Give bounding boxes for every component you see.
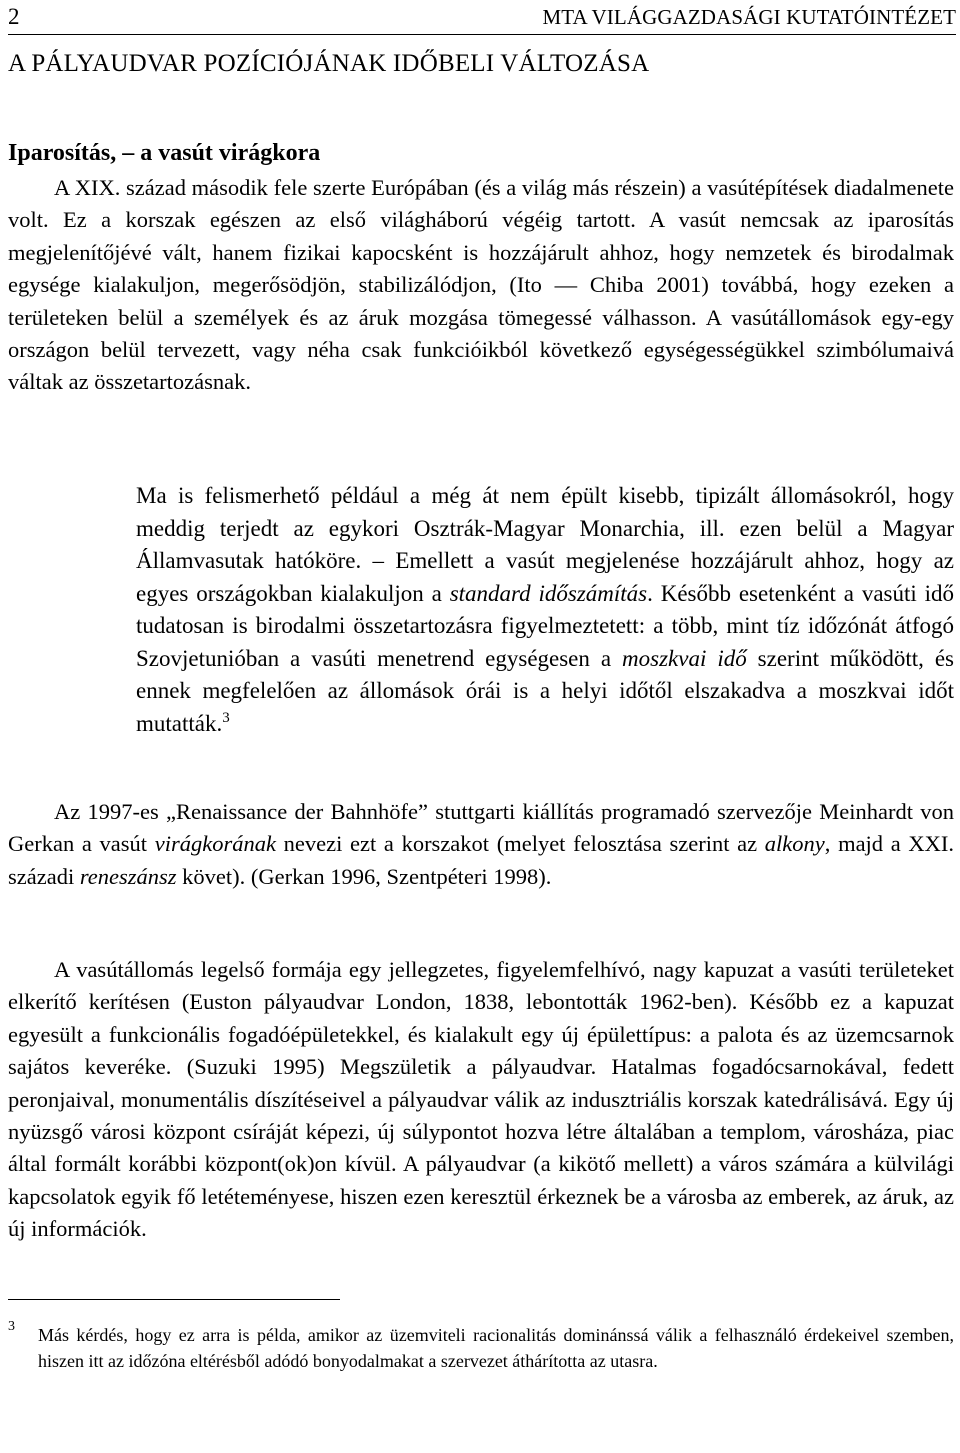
p2-italic-3: reneszánsz	[79, 863, 177, 889]
quote-italic-1: standard időszámítás	[449, 580, 648, 606]
footnote-number: 3	[8, 1319, 15, 1334]
footnote-text: Más kérdés, hogy ez arra is példa, amikor az üzemviteli racionalitás dominánssá válik a felhasználó érdekeivel szemben, hiszen itt az időzóna eltérésből adódó bonyodalmakat a szervezet áthárította az utasra.	[38, 1325, 954, 1371]
footnote-divider	[8, 1299, 340, 1300]
quote-text-1: Ma is felismerhető például a még át nem épült kisebb, tipizált állomásokról, hogy meddig terjedt az egykori Osztrák-Magyar Monarchia, ill. ezen belül a Magyar Államvasutak hatóköre. – Emellett a vasút megjelenése hozzájárult ahhoz, hogy az egyes országokban kialakuljon a	[136, 483, 954, 606]
p2-text-4: követ). (Gerkan 1996, Szentpéteri 1998).	[176, 863, 552, 889]
footnote	[8, 1319, 954, 1374]
page-header	[8, 0, 956, 35]
p2-text-1: Az 1997-es „Renaissance der Bahnhöfe” stuttgarti kiállítás programadó szervezője Meinhardt von Gerkan a vasút	[8, 799, 954, 857]
p2-italic-1: virágkorának	[154, 831, 276, 857]
footnote-reference[interactable]: 3	[222, 709, 230, 726]
subsection-title: Iparosítás, – a vasút virágkora	[8, 140, 321, 166]
block-quote	[136, 480, 954, 740]
page-number: 2	[8, 4, 20, 29]
p2-text-2: nevezi ezt a korszakot (melyet felosztása szerint az	[275, 831, 765, 857]
paragraph-2	[8, 796, 954, 893]
p2-italic-2: alkony	[764, 831, 825, 857]
paragraph-1: A XIX. század második fele szerte Európában (és a világ más részein) a vasútépítések diadalmenete volt. Ez a korszak egészen az első világháború végéig tartott. A vasút nemcsak az iparosítás megjelenítőjévé vált, hanem fizikai kapocsként is hozzájárult ahhoz, hogy nemzetek és birodalmak egysége kialakuljon, megerősödjön, stabilizálódjon, (Ito — Chiba 2001) továbbá, hogy ezeken a területeken belül a személyek és az áruk mozgása tömegessé válhasson. A vasútállomások egy-egy országon belül tervezett, vagy néha csak funkcióikból következő egységességükkel szimbólumaivá váltak az összetartozásnak.	[8, 175, 954, 395]
quote-text-2: . Később esetenként a vasúti idő tudatosan is birodalmi összetartozásra figyelmeztetett: a több, mint tíz időzónát átfogó Szovjetunióban a vasúti menetrend egységesen a	[136, 580, 954, 671]
section-title: A PÁLYAUDVAR POZÍCIÓJÁNAK IDŐBELI VÁLTOZÁSA	[8, 50, 650, 77]
p2-text-3: , majd a XXI. századi	[8, 831, 955, 889]
running-head: MTA VILÁGGAZDASÁGI KUTATÓINTÉZET	[542, 5, 956, 29]
paragraph-3: A vasútállomás legelső formája egy jellegzetes, figyelemfelhívó, nagy kapuzat a vasúti területeket elkerítő kerítésen (Euston pályaudvar London, 1838, lebontották 1962-ben). Később ez a kapuzat egyesült a funkcionális fogadóépületekkel, és kialakult egy új épülettípus: a palota és az üzemcsarnok sajátos keveréke. (Suzuki 1995) Megszületik a pályaudvar. Hatalmas fogadócsarnokával, fedett peronjaival, monumentális díszítéseivel a pályaudvar válik az indusztriális korszak katedrálisává. Egy új nyüzsgő városi központ csíráját képezi, új súlypontot hozva létre általában a templom, városháza, piac által formált korábbi központ(ok)on kívül. A pályaudvar (a kikötő mellett) a város számára a külvilági kapcsolatok egyik fő letéteményese, hiszen ezen keresztül érkeznek be a városba az emberek, az áruk, az új információk.	[8, 957, 954, 1242]
quote-text-3: szerint működött, és ennek megfelelően az állomások órái is a helyi időtől elszakadva a moszkvai időt mutatták.	[136, 645, 954, 736]
quote-italic-2: moszkvai idő	[622, 645, 747, 671]
